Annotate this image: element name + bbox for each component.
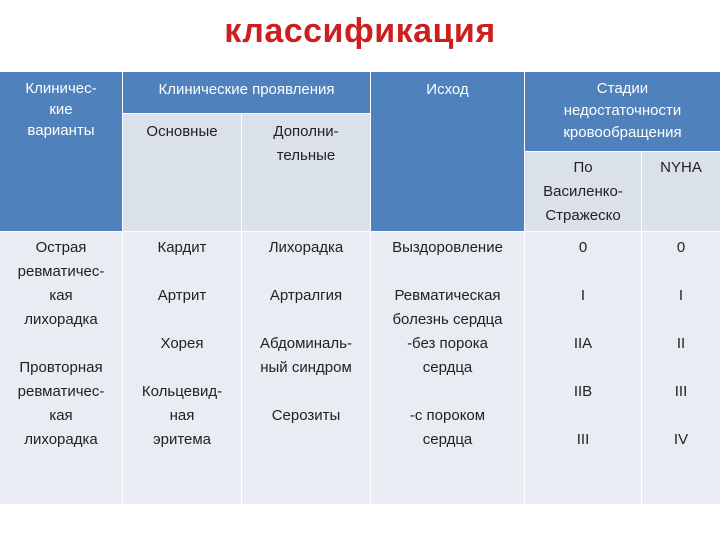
additional-item: Артралгия xyxy=(269,287,343,304)
additional-item: Серозиты xyxy=(271,407,341,424)
vasilenko-stage: 0 xyxy=(578,239,588,256)
subheader-vasilenko-line-1: По xyxy=(573,159,593,176)
subheader-additional-line-2: тельные xyxy=(276,147,336,164)
subheader-vasilenko-line-2: Василенко- xyxy=(543,183,623,200)
vasilenko-stage: IIB xyxy=(573,383,593,400)
main-item: эритема xyxy=(152,431,212,448)
vasilenko-stage: I xyxy=(580,287,586,304)
main-item: Кольцевид- xyxy=(141,383,223,400)
subheader-vasilenko xyxy=(525,152,641,231)
subheader-main-text: Основные xyxy=(146,123,218,140)
vasilenko-stage: IIA xyxy=(573,335,593,352)
variant-repeat-line: ревматичес- xyxy=(17,383,105,400)
header-outcome-text: Исход xyxy=(426,81,469,98)
body-additional-column xyxy=(242,236,370,428)
nyha-class: III xyxy=(674,383,688,400)
header-variants-line-1: Клиничес- xyxy=(25,80,97,97)
header-clinical-variants xyxy=(0,72,122,231)
header-circulatory-stages xyxy=(525,72,720,151)
outcome-item: Выздоровление xyxy=(392,239,503,256)
additional-item: Абдоминаль- xyxy=(260,335,352,352)
body-outcome-column xyxy=(371,236,524,452)
subheader-nyha xyxy=(642,152,720,231)
vasilenko-stage: III xyxy=(576,431,590,448)
main-item: Кардит xyxy=(157,239,207,256)
subheader-nyha-text: NYHA xyxy=(660,159,702,176)
header-clinical-manifestations xyxy=(123,72,370,113)
body-main-column xyxy=(123,236,241,452)
header-stages-line-2: недостаточности xyxy=(563,102,682,119)
variant-acute-line: лихорадка xyxy=(24,311,98,328)
subheader-additional-line-1: Дополни- xyxy=(273,123,339,140)
variant-acute-line: Острая xyxy=(35,239,87,256)
subheader-vasilenko-line-3: Стражеско xyxy=(545,207,621,224)
variant-acute-line: кая xyxy=(49,287,73,304)
nyha-class: I xyxy=(678,287,684,304)
outcome-item: -без порока xyxy=(407,335,488,352)
variant-repeat-line: кая xyxy=(49,407,73,424)
body-variants-column xyxy=(0,236,122,452)
variant-repeat-line: лихорадка xyxy=(24,431,98,448)
variant-repeat-line: Провторная xyxy=(19,359,103,376)
subheader-additional xyxy=(242,114,370,231)
header-variants-line-3: варианты xyxy=(27,122,95,139)
header-manifestations-text: Клинические проявления xyxy=(158,81,335,98)
subheader-main xyxy=(123,114,241,231)
nyha-class: IV xyxy=(673,431,689,448)
main-item: Хорея xyxy=(160,335,204,352)
additional-item: Лихорадка xyxy=(268,239,344,256)
header-stages-line-3: кровообращения xyxy=(563,124,682,141)
nyha-class: II xyxy=(676,335,686,352)
outcome-item: сердца xyxy=(422,359,473,376)
outcome-item: болезнь сердца xyxy=(392,311,503,328)
outcome-item: -с пороком xyxy=(409,407,486,424)
outcome-item: сердца xyxy=(422,431,473,448)
variant-acute-line: ревматичес- xyxy=(17,263,105,280)
body-nyha-column xyxy=(642,236,720,452)
header-variants-line-2: кие xyxy=(49,101,73,118)
outcome-item: Ревматическая xyxy=(394,287,501,304)
page-title: классификация xyxy=(224,12,496,50)
main-item: Артрит xyxy=(157,287,207,304)
additional-item: ный синдром xyxy=(260,359,352,376)
nyha-class: 0 xyxy=(676,239,686,256)
header-stages-line-1: Стадии xyxy=(596,80,649,97)
header-outcome xyxy=(371,72,524,231)
body-vasilenko-column xyxy=(525,236,641,452)
main-item: ная xyxy=(169,407,195,424)
